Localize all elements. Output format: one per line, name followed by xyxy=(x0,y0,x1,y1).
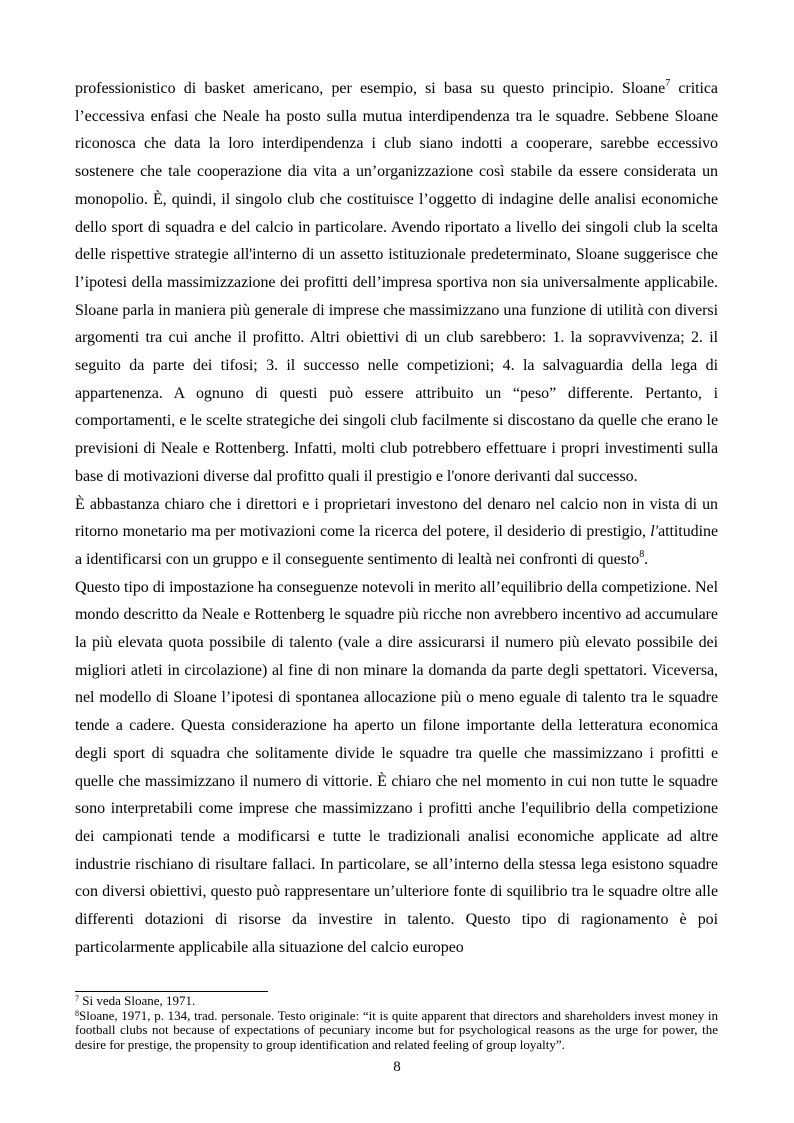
footnote-8 xyxy=(75,1009,718,1053)
footnote-number: 7 xyxy=(75,994,79,1003)
paragraph-2-italic: l' xyxy=(650,523,659,541)
footnote-7 xyxy=(75,994,718,1009)
footnote-separator xyxy=(75,991,268,992)
paragraph-2-text-c: . xyxy=(644,550,649,568)
footnote-ref-7[interactable]: 7 xyxy=(665,78,671,89)
footnote-number: 8 xyxy=(75,1008,79,1018)
footnote-text: Si veda Sloane, 1971. xyxy=(79,993,196,1008)
paragraph-2 xyxy=(75,491,718,574)
footnote-ref-8[interactable]: 8 xyxy=(639,548,645,560)
paragraph-2-text-a: È abbastanza chiaro che i direttori e i proprietari investono del denaro nel calcio non in vista di un ritorno monetario ma per motivazioni come la ricerca del potere, il desiderio di prestigio, xyxy=(75,495,718,541)
paragraph-3: Questo tipo di impostazione ha conseguenze notevoli in merito all’equilibrio della competizione. Nel mondo descritto da Neale e Rottenberg le squadre più ricche non avrebbero incentivo ad accumulare la più elevata quota possibile di talento (vale a dire assicurarsi il numero più elevato possibile dei migliori atleti in circolazione) al fine di non minare la domanda da parte degli spettatori. Viceversa, nel modello di Sloane l’ipotesi di spontanea allocazione più o meno eguale di talento tra le squadre tende a cadere. Questa considerazione ha aperto un filone importante della letteratura economica degli sport di squadra che solitamente divide le squadre tra quelle che massimizzano i profitti e quelle che massimizzano il numero di vittorie. È chiaro che nel momento in cui non tutte le squadre sono interpretabili come imprese che massimizzano i profitti anche l'equilibrio della competizione dei campionati tende a modificarsi e tutte le tradizionali analisi economiche applicate ad altre industrie rischiano di risultare fallaci. In particolare, se all’interno della stessa lega esistono squadre con diversi obiettivi, questo può rappresentare un’ulteriore fonte di squilibrio tra le squadre oltre alle differenti dotazioni di risorse da investire in talento. Questo tipo di ragionamento è poi particolarmente applicabile alla situazione del calcio europeo xyxy=(75,578,718,956)
paragraph-1-text-a: professionistico di basket americano, per esempio, si basa su questo principio. Sloane xyxy=(75,80,666,97)
paragraph-1-text-b: critica l’eccessiva enfasi che Neale ha posto sulla mutua interdipendenza tra le squadre. Sebbene Sloane riconosca che data la loro interdipendenza i club siano indotti a cooperare, sarebbe eccessivo sostenere che tale cooperazione dia vita a un’organizzazione così stabile da essere considerata un monopolio. È, quindi, il singolo club che costituisce l’oggetto di indagine delle analisi economiche dello sport di squadra e del calcio in particolare. Avendo riportato a livello dei singoli club la scelta delle rispettive strategie all'interno di un assetto istituzionale predeterminato, Sloane suggerisce che l’ipotesi della massimizzazione dei profitti dell’impresa sportiva non sia universalmente applicabile. Sloane parla in maniera più generale di imprese che massimizzano una funzione di utilità con diversi argomenti tra cui anche il profitto. Altri obiettivi di un club sarebbero: 1. la sopravvivenza; 2. il seguito da parte dei tifosi; 3. il successo nelle competizioni; 4. la salvaguardia della lega di appartenenza. A ognuno di questi può essere attribuito un “peso” differente. Pertanto, i comportamenti, e le scelte strategiche dei singoli club facilmente si discostano da quelle che erano le previsioni di Neale e Rottenberg. Infatti, molti club potrebbero effettuare i propri investimenti sulla base di motivazioni diverse dal profitto quali il prestigio e l'onore derivanti dal successo. xyxy=(75,80,718,485)
footnotes xyxy=(75,994,718,1052)
main-text xyxy=(75,75,718,962)
footnote-text: Sloane, 1971, p. 134, trad. personale. Testo originale: “it is quite apparent that directors and shareholders invest money in football clubs not because of expectations of pecuniary income but for psychological reasons as the urge for power, the desire for prestige, the propensity to group identification and related feeling of group loyalty”. xyxy=(75,1007,718,1052)
paragraph-1 xyxy=(75,75,718,491)
paragraph-2-text-b: attitudine a identificarsi con un gruppo e il conseguente sentimento di lealtà nei confronti di questo xyxy=(75,523,718,568)
page-number: 8 xyxy=(393,1059,401,1075)
